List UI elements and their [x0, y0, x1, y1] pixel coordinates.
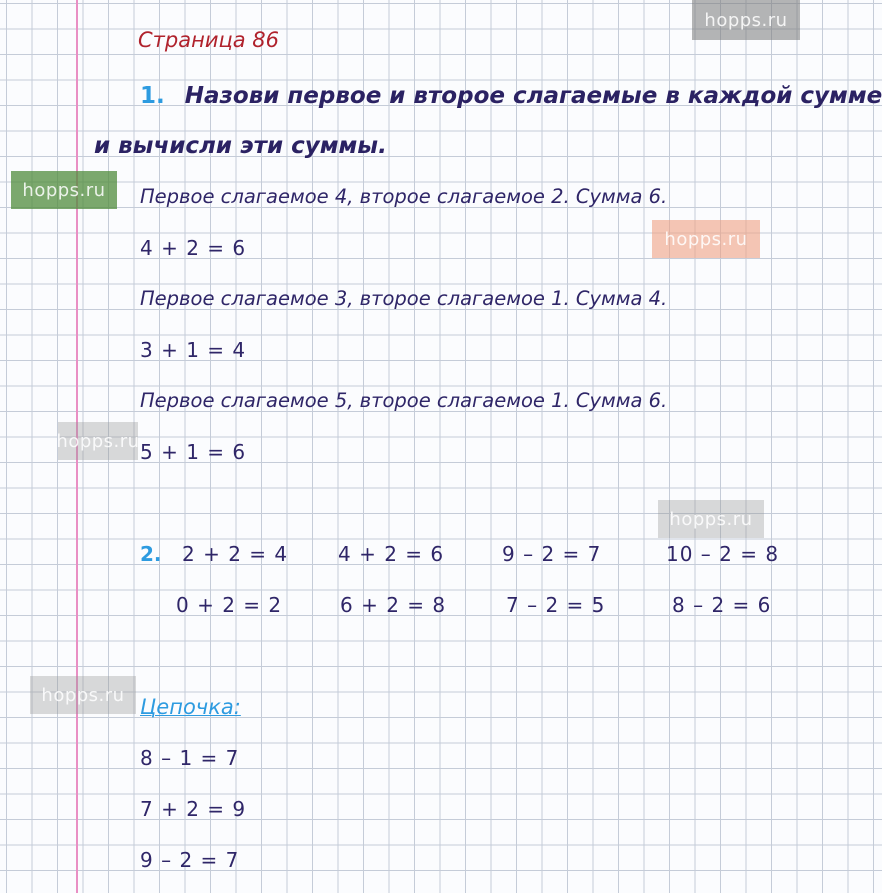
chain-line-3: 9 – 2 = 7	[140, 848, 240, 872]
watermark-orange: hopps.ru	[652, 220, 760, 258]
task2-expr-r1c2: 4 + 2 = 6	[338, 542, 445, 566]
answer-3-text: Первое слагаемое 5, второе слагаемое 1. Сумма 6.	[140, 389, 668, 412]
watermark-green: hopps.ru	[11, 171, 117, 209]
chain-line-1: 8 – 1 = 7	[140, 746, 240, 770]
answer-1-expression: 4 + 2 = 6	[140, 236, 247, 260]
answer-2-expression: 3 + 1 = 4	[140, 338, 247, 362]
task1-number: 1.	[140, 83, 165, 109]
task2-expr-r2c4: 8 – 2 = 6	[672, 593, 772, 617]
watermark-grey-1: hopps.ru	[58, 422, 138, 460]
answer-3-expression: 5 + 1 = 6	[140, 440, 247, 464]
page-title: Страница 86	[138, 28, 280, 52]
task2-expr-r1c3: 9 – 2 = 7	[502, 542, 602, 566]
task1-instruction-line1: Назови первое и второе слагаемые в каждой сумме	[184, 83, 882, 109]
task2-number: 2.	[140, 542, 162, 566]
answer-1-text: Первое слагаемое 4, второе слагаемое 2. Сумма 6.	[140, 185, 668, 208]
chain-line-2: 7 + 2 = 9	[140, 797, 247, 821]
chain-title: Цепочка:	[140, 695, 241, 719]
task2-expr-r1c1: 2 + 2 = 4	[182, 542, 289, 566]
task1-heading-line1	[140, 83, 882, 109]
task2-expr-r2c3: 7 – 2 = 5	[506, 593, 606, 617]
watermark-top-right: hopps.ru	[692, 0, 800, 40]
task2-expr-r2c2: 6 + 2 = 8	[340, 593, 447, 617]
task2-expr-r2c1: 0 + 2 = 2	[176, 593, 283, 617]
task1-instruction-line2: и вычисли эти суммы.	[94, 133, 387, 159]
watermark-grey-2: hopps.ru	[658, 500, 764, 538]
watermark-grey-3: hopps.ru	[30, 676, 136, 714]
task2-expr-r1c4: 10 – 2 = 8	[666, 542, 780, 566]
answer-2-text: Первое слагаемое 3, второе слагаемое 1. Сумма 4.	[140, 287, 668, 310]
